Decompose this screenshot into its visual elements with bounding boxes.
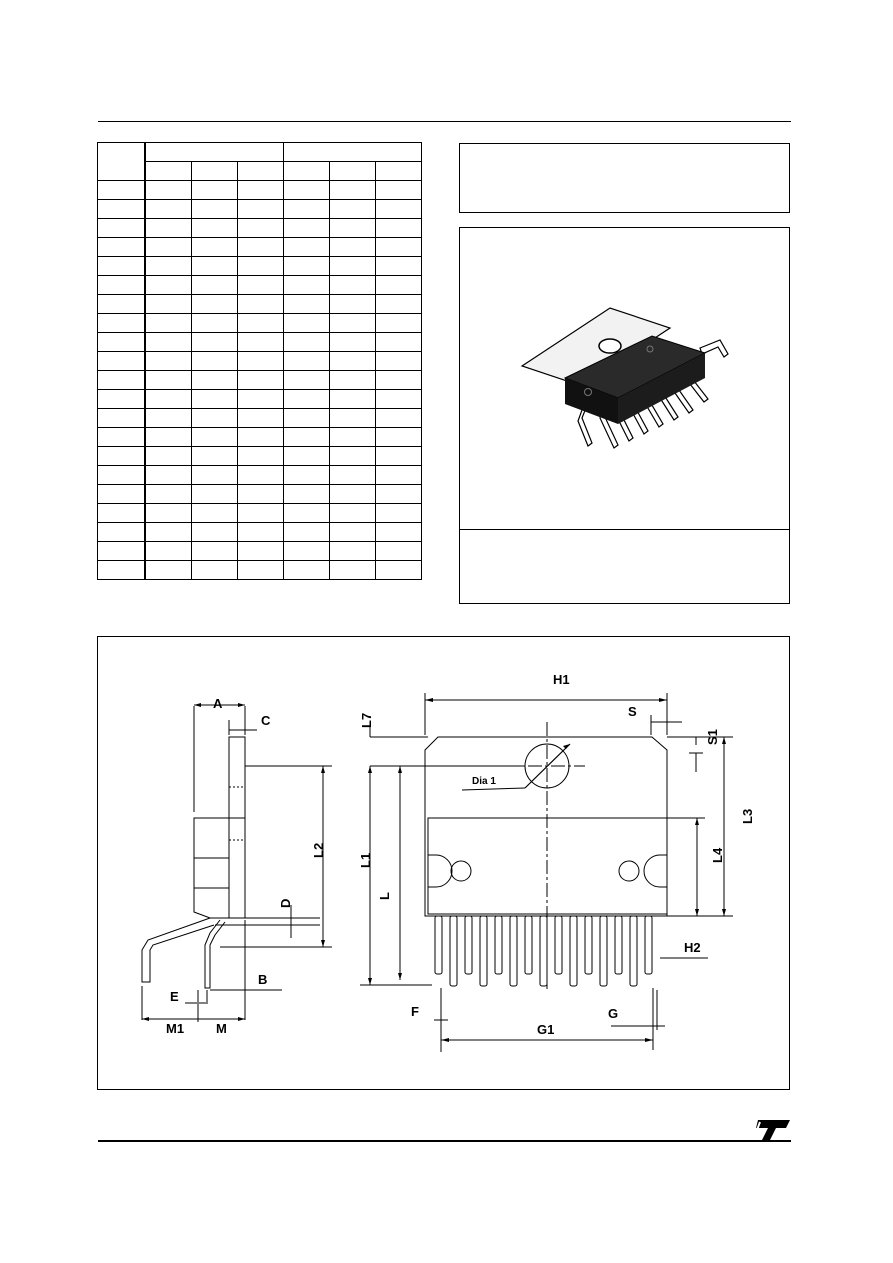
label-L: L [377,892,392,900]
label-S1: S1 [705,729,720,745]
label-D: D [278,898,293,908]
label-B: B [258,972,268,987]
footer-rule [98,1140,791,1142]
label-S: S [628,704,637,719]
label-A: A [213,696,223,711]
st-logo [756,1120,790,1140]
label-L2: L2 [311,842,326,858]
side-tab [229,737,245,918]
lead [555,916,562,974]
lead [585,916,592,974]
label-F: F [411,1004,419,1019]
label-H2: H2 [684,940,701,955]
lead [540,916,547,986]
label-C: C [261,713,271,728]
label-M: M [216,1021,227,1036]
front-leads [435,916,652,986]
lead [435,916,442,974]
lead [495,916,502,974]
lead [630,916,637,986]
lead [570,916,577,986]
lead [450,916,457,986]
label-H1: H1 [553,672,570,687]
label-L3: L3 [740,808,755,824]
lead [645,916,652,974]
label-Dia1: Dia 1 [472,776,496,787]
label-L7: L7 [359,712,374,728]
label-L4: L4 [710,847,725,863]
side-body [194,818,229,918]
label-G1: G1 [537,1022,555,1037]
lead [480,916,487,986]
front-outline [425,737,667,916]
lead [465,916,472,974]
lead [615,916,622,974]
lead [600,916,607,986]
label-E: E [170,989,179,1004]
lead [510,916,517,986]
lead [525,916,532,974]
label-G: G [608,1006,619,1021]
label-L1: L1 [358,852,373,868]
label-M1: M1 [166,1021,185,1036]
